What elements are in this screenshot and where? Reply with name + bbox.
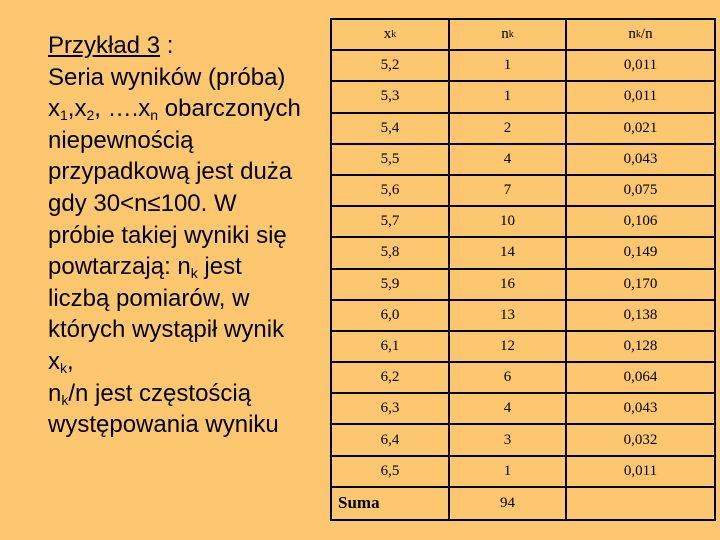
cell-xk: 5,2 [332, 51, 450, 82]
sub-k: k [61, 391, 69, 408]
cell-nk-over-n: 0,128 [567, 332, 714, 363]
cell-nk-over-n: 0,170 [567, 270, 714, 301]
frequency-table [330, 18, 716, 521]
header-base: n [628, 26, 636, 43]
cell-xk: 6,2 [332, 363, 450, 394]
sub-k: k [60, 359, 67, 376]
cell-nk-over-n: 0,075 [567, 176, 714, 207]
text-xn: , ….x [94, 95, 151, 123]
cell-xk: 5,4 [332, 114, 450, 145]
intro-line-10 [48, 346, 333, 378]
text-powtarzaja: powtarzają: n [48, 253, 191, 281]
cell-xk: 6,3 [332, 394, 450, 425]
text-comma: , [67, 347, 74, 375]
cell-nk-over-n: 0,011 [567, 457, 714, 488]
intro-title-line [48, 30, 333, 62]
cell-xk: 6,5 [332, 457, 450, 488]
sub-k: k [190, 265, 198, 282]
sub-1: 1 [60, 107, 68, 124]
intro-line-7 [48, 251, 333, 283]
text-x2: ,x [67, 95, 87, 123]
text-nk: n [48, 379, 62, 407]
intro-line-12: występowania wyniku [48, 411, 279, 439]
cell-nk-over-n: 0,032 [567, 425, 714, 456]
text-obarczonych: obarczonych [158, 95, 301, 123]
cell-nk: 1 [450, 51, 567, 82]
intro-line-6: próbie takiej wyniki się [48, 221, 287, 249]
cell-nk: 4 [450, 394, 567, 425]
sub-2: 2 [86, 107, 95, 124]
cell-nk: 12 [450, 332, 567, 363]
cell-nk: 4 [450, 145, 567, 176]
intro-text [48, 30, 333, 441]
cell-nk-over-n: 0,043 [567, 145, 714, 176]
cell-nk: 6 [450, 363, 567, 394]
header-base: n [501, 26, 509, 43]
intro-line-4: przypadkową jest duża [48, 158, 293, 186]
intro-line-3: niepewnością [48, 126, 194, 154]
text-jest: jest [197, 253, 242, 281]
text-x: x [48, 95, 60, 123]
cell-nk: 10 [450, 207, 567, 238]
cell-xk: 5,6 [332, 176, 450, 207]
cell-nk: 14 [450, 238, 567, 269]
cell-nk-over-n: 0,106 [567, 207, 714, 238]
cell-nk: 7 [450, 176, 567, 207]
header-base: x [383, 26, 392, 43]
intro-line-5: gdy 30<n≤100. W [48, 189, 237, 217]
text-xk: x [48, 347, 60, 375]
cell-nk-over-n: 0,011 [567, 51, 714, 82]
intro-line-2 [48, 93, 333, 125]
sum-value: 94 [450, 488, 567, 519]
sum-label: Suma [332, 488, 450, 519]
intro-title-suffix: : [160, 32, 174, 59]
cell-nk-over-n: 0,043 [567, 394, 714, 425]
cell-xk: 5,8 [332, 238, 450, 269]
intro-line-8: liczbą pomiarów, w [48, 284, 250, 312]
header-tail: /n [640, 26, 653, 43]
cell-xk: 5,3 [332, 82, 450, 113]
cell-xk: 5,7 [332, 207, 450, 238]
cell-nk: 1 [450, 82, 567, 113]
cell-nk-over-n: 0,021 [567, 114, 714, 145]
cell-nk-over-n: 0,138 [567, 301, 714, 332]
cell-xk: 5,9 [332, 270, 450, 301]
cell-nk-over-n: 0,064 [567, 363, 714, 394]
text-czestoscia: /n jest częstością [68, 379, 252, 407]
header-nk: n k [450, 20, 567, 51]
cell-nk: 3 [450, 425, 567, 456]
intro-line-9: których wystąpił wynik [48, 316, 285, 344]
cell-nk: 13 [450, 301, 567, 332]
cell-xk: 6,4 [332, 425, 450, 456]
cell-nk: 16 [450, 270, 567, 301]
cell-nk-over-n: 0,011 [567, 82, 714, 113]
sum-empty-cell [567, 488, 714, 519]
cell-xk: 6,0 [332, 301, 450, 332]
header-nk-over-n: n k /n [567, 20, 714, 51]
intro-line-11 [48, 378, 333, 410]
cell-xk: 6,1 [332, 332, 450, 363]
intro-title: Przykład 3 [48, 32, 161, 59]
table-grid [332, 20, 714, 519]
intro-line-1: Seria wyników (próba) [48, 63, 286, 91]
cell-xk: 5,5 [332, 145, 450, 176]
cell-nk: 2 [450, 114, 567, 145]
cell-nk-over-n: 0,149 [567, 238, 714, 269]
sub-n: n [150, 107, 159, 124]
cell-nk: 1 [450, 457, 567, 488]
header-xk: x k [332, 20, 450, 51]
